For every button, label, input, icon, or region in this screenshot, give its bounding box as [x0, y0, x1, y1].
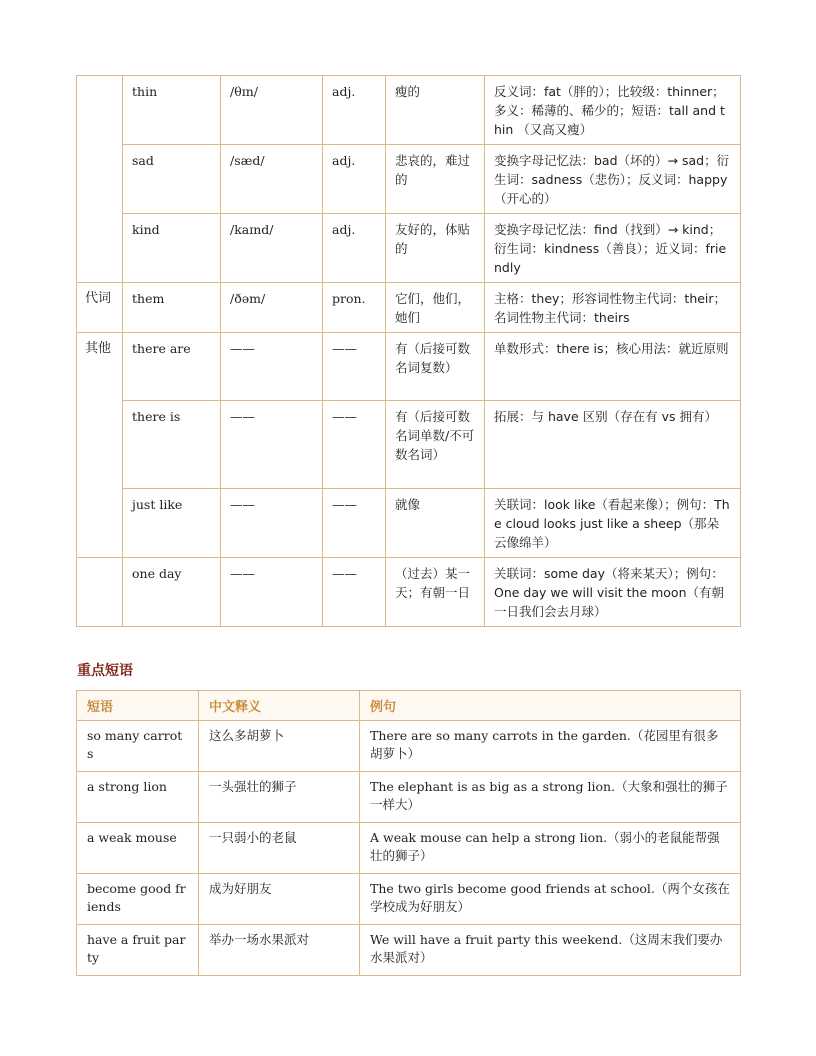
phrase-meaning-cell: 举办一场水果派对 [199, 925, 360, 976]
key-phrases-table [76, 690, 741, 976]
note-cell: 拓展：与 have 区别（存在有 vs 拥有） [485, 401, 741, 489]
category-cell [77, 76, 123, 283]
meaning-cell: 友好的，体贴的 [386, 214, 485, 283]
vocab-row-there-are [77, 333, 741, 401]
meaning-cell: 瘦的 [386, 76, 485, 145]
word-cell: sad [123, 145, 221, 214]
meaning-cell: 有（后接可数名词单数/不可数名词） [386, 401, 485, 489]
section-title-key-phrases: 重点短语 [77, 663, 133, 679]
header-example: 例句 [360, 691, 741, 721]
phrase-meaning-cell: 一头强壮的狮子 [199, 772, 360, 823]
word-cell: thin [123, 76, 221, 145]
vocab-row-sad [77, 145, 741, 214]
meaning-cell: 有（后接可数名词复数） [386, 333, 485, 401]
phrase-cell: become good friends [77, 874, 199, 925]
example-cell: The two girls become good friends at school.（两个女孩在学校成为好朋友） [360, 874, 741, 925]
pos-cell: —— [323, 489, 386, 558]
note-cell: 变换字母记忆法：bad（坏的）→ sad；衍生词：sadness（悲伤）；反义词：happy（开心的） [485, 145, 741, 214]
phonetic-cell: —— [221, 401, 323, 489]
phrase-row [77, 874, 741, 925]
example-cell: The elephant is as big as a strong lion.（大象和强壮的狮子一样大） [360, 772, 741, 823]
phrase-meaning-cell: 这么多胡萝卜 [199, 721, 360, 772]
phrase-cell: a weak mouse [77, 823, 199, 874]
meaning-cell: 它们，他们，她们 [386, 283, 485, 333]
header-phrase: 短语 [77, 691, 199, 721]
phonetic-cell: —— [221, 333, 323, 401]
category-cell [77, 558, 123, 627]
pos-cell: —— [323, 333, 386, 401]
word-cell: kind [123, 214, 221, 283]
vocab-row-thin [77, 76, 741, 145]
phrase-cell: have a fruit party [77, 925, 199, 976]
pos-cell: —— [323, 558, 386, 627]
pos-cell: adj. [323, 145, 386, 214]
pos-cell: —— [323, 401, 386, 489]
phrase-meaning-cell: 一只弱小的老鼠 [199, 823, 360, 874]
phrase-cell: a strong lion [77, 772, 199, 823]
phonetic-cell: /ðəm/ [221, 283, 323, 333]
note-cell: 单数形式：there is；核心用法：就近原则 [485, 333, 741, 401]
meaning-cell: 悲哀的，难过的 [386, 145, 485, 214]
phrase-row [77, 721, 741, 772]
pos-cell: pron. [323, 283, 386, 333]
phrase-row [77, 925, 741, 976]
vocab-row-just-like [77, 489, 741, 558]
example-cell: We will have a fruit party this weekend.（这周末我们要办水果派对） [360, 925, 741, 976]
vocab-row-there-is [77, 401, 741, 489]
category-cell: 其他 [77, 333, 123, 558]
pos-cell: adj. [323, 214, 386, 283]
word-cell: one day [123, 558, 221, 627]
phonetic-cell: —— [221, 558, 323, 627]
phrases-header-row [77, 691, 741, 721]
note-cell: 主格：they；形容词性物主代词：their；名词性物主代词：theirs [485, 283, 741, 333]
vocabulary-table [76, 75, 741, 627]
vocab-row-them [77, 283, 741, 333]
phrase-row [77, 772, 741, 823]
phonetic-cell: /kaɪnd/ [221, 214, 323, 283]
phonetic-cell: /θɪn/ [221, 76, 323, 145]
note-cell: 关联词：look like（看起来像）；例句：The cloud looks just like a sheep（那朵云像绵羊） [485, 489, 741, 558]
meaning-cell: 就像 [386, 489, 485, 558]
example-cell: There are so many carrots in the garden.（花园里有很多胡萝卜） [360, 721, 741, 772]
phrase-row [77, 823, 741, 874]
header-meaning: 中文释义 [199, 691, 360, 721]
phrase-cell: so many carrots [77, 721, 199, 772]
phonetic-cell: —— [221, 489, 323, 558]
word-cell: there is [123, 401, 221, 489]
note-cell: 关联词：some day（将来某天）；例句：One day we will visit the moon（有朝一日我们会去月球） [485, 558, 741, 627]
vocab-row-kind [77, 214, 741, 283]
phonetic-cell: /sæd/ [221, 145, 323, 214]
example-cell: A weak mouse can help a strong lion.（弱小的老鼠能帮强壮的狮子） [360, 823, 741, 874]
pos-cell: adj. [323, 76, 386, 145]
category-cell: 代词 [77, 283, 123, 333]
word-cell: there are [123, 333, 221, 401]
note-cell: 反义词：fat（胖的）；比较级：thinner；多义：稀薄的、稀少的；短语：tall and thin （又高又瘦） [485, 76, 741, 145]
vocab-row-one-day [77, 558, 741, 627]
word-cell: them [123, 283, 221, 333]
meaning-cell: （过去）某一天；有朝一日 [386, 558, 485, 627]
note-cell: 变换字母记忆法：find（找到）→ kind；衍生词：kindness（善良）；近义词：friendly [485, 214, 741, 283]
phrase-meaning-cell: 成为好朋友 [199, 874, 360, 925]
word-cell: just like [123, 489, 221, 558]
